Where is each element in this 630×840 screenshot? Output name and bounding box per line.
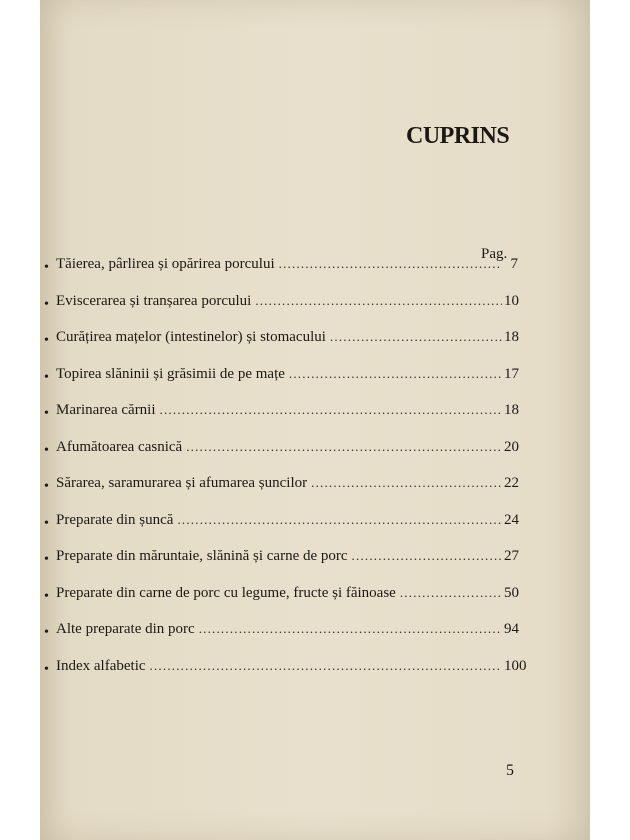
toc-entry-title: Preparate din carne de porc cu legume, fructe și făinoase xyxy=(56,584,396,601)
dot-leader xyxy=(352,548,502,564)
dot-leader xyxy=(150,658,502,674)
toc-entry xyxy=(44,329,518,366)
toc-entry-page: 7 xyxy=(510,256,518,272)
toc-entry-page: 27 xyxy=(504,548,519,564)
toc-entry-title: Eviscerarea și tranșarea porcului xyxy=(56,292,252,309)
dot-leader xyxy=(199,621,502,637)
dot-leader xyxy=(279,256,502,272)
toc-entry xyxy=(44,475,518,512)
bullet-icon: • xyxy=(44,333,49,348)
page-title: CUPRINS xyxy=(406,123,510,149)
toc-entry-page: 50 xyxy=(504,584,519,601)
toc-entry-page: 100 xyxy=(504,657,527,674)
dot-leader xyxy=(186,439,502,455)
toc-entry-title: Topirea slăninii și grăsimii de pe mațe xyxy=(56,365,285,382)
toc-entry-page: 18 xyxy=(504,402,519,418)
toc-entry-title: Alte preparate din porc xyxy=(56,621,195,637)
bullet-icon: • xyxy=(44,296,49,312)
table-of-contents xyxy=(44,256,527,694)
bullet-icon: • xyxy=(44,625,49,640)
toc-entry-page: 17 xyxy=(504,365,519,382)
page-column-label: Pag. xyxy=(481,246,508,262)
bullet-icon: • xyxy=(44,661,49,677)
dot-leader xyxy=(255,293,502,309)
toc-entry-page: 24 xyxy=(504,511,519,528)
toc-entry-title: Marinarea cărnii xyxy=(56,402,156,418)
dot-leader xyxy=(177,512,502,528)
toc-entry-title: Tăierea, pârlirea și opărirea porcului xyxy=(56,256,275,272)
bullet-icon: • xyxy=(44,406,49,421)
toc-entry-title: Curățirea mațelor (intestinelor) și stomacului xyxy=(56,329,326,345)
toc-entry-page: 10 xyxy=(504,292,519,309)
toc-entry xyxy=(44,548,518,585)
bullet-icon: • xyxy=(44,260,49,275)
toc-entry-page: 94 xyxy=(504,621,519,637)
bullet-icon: • xyxy=(44,442,49,458)
bullet-icon: • xyxy=(44,369,49,385)
toc-entry-page: 22 xyxy=(504,475,519,491)
toc-entry xyxy=(44,439,518,476)
bullet-icon: • xyxy=(44,588,49,604)
toc-entry xyxy=(44,366,518,403)
dot-leader xyxy=(160,402,502,418)
toc-entry xyxy=(44,512,518,549)
bullet-icon: • xyxy=(44,552,49,567)
toc-entry xyxy=(44,585,518,622)
toc-entry xyxy=(44,657,527,695)
toc-entry-title: Preparate din măruntaie, slănină și carne de porc xyxy=(56,548,348,564)
toc-entry-title: Preparate din șuncă xyxy=(56,511,174,528)
toc-entry-title: Sărarea, saramurarea și afumarea șuncilor xyxy=(56,475,308,491)
toc-entry xyxy=(44,402,518,439)
toc-entry xyxy=(44,621,518,658)
toc-entry-title: Afumătoarea casnică xyxy=(56,438,183,455)
bullet-icon: • xyxy=(44,515,49,531)
dot-leader xyxy=(330,329,502,345)
toc-entry xyxy=(44,293,518,330)
dot-leader xyxy=(289,366,502,382)
page-number: 5 xyxy=(506,762,514,779)
toc-entry-title: Index alfabetic xyxy=(56,657,146,674)
dot-leader xyxy=(311,475,502,491)
toc-entry xyxy=(44,256,518,293)
toc-entry-page: 20 xyxy=(504,438,519,455)
toc-entry-page: 18 xyxy=(504,329,519,345)
dot-leader xyxy=(400,585,502,601)
bullet-icon: • xyxy=(44,479,49,494)
book-page xyxy=(40,0,590,840)
